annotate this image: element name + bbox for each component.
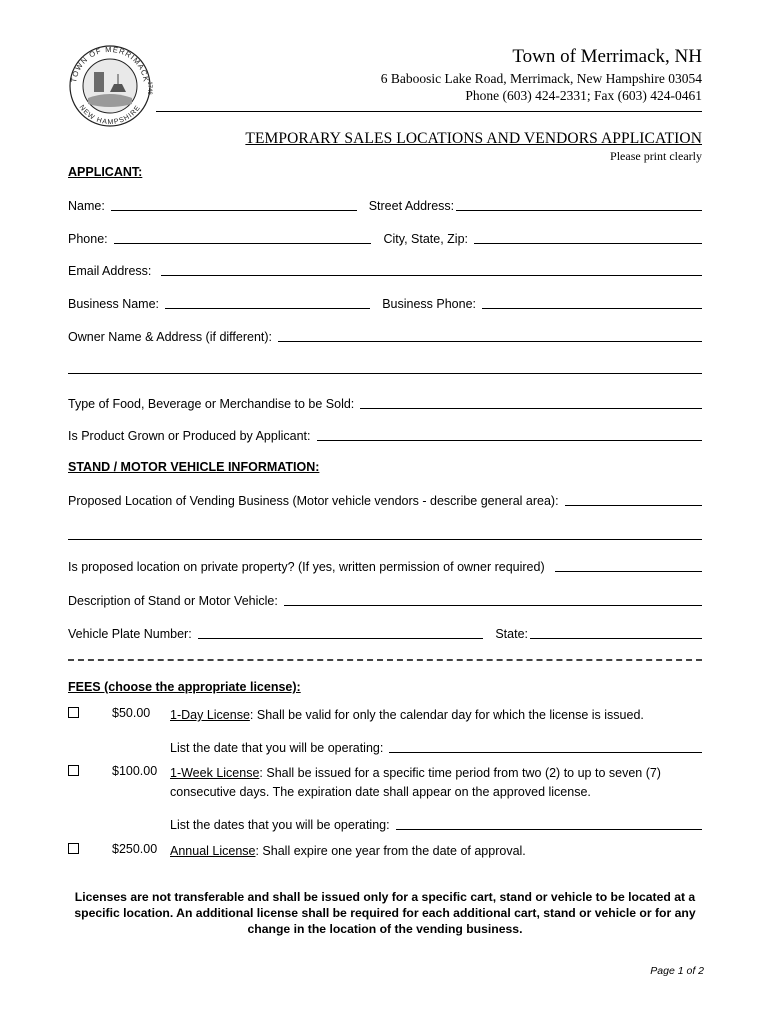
grown-field[interactable] [317, 440, 703, 441]
grown-label: Is Product Grown or Produced by Applicant: [68, 429, 311, 443]
description-field[interactable] [284, 605, 702, 606]
applicant-heading: APPLICANT: [68, 165, 143, 179]
fees-heading: FEES (choose the appropriate license): [68, 680, 301, 694]
name-label: Name: [68, 199, 105, 213]
owner-row [68, 328, 702, 344]
fee-description [170, 764, 700, 802]
description-row [68, 592, 702, 608]
business-name-label: Business Name: [68, 297, 160, 311]
fee-amount: $250.00 [112, 842, 158, 856]
header-rule [156, 111, 702, 112]
business-phone-field[interactable] [482, 308, 702, 309]
page-number: Page 1 of 2 [650, 965, 704, 977]
license-name: Annual License [170, 844, 256, 858]
street-address-label: Street Address: [368, 199, 455, 213]
business-row [68, 295, 702, 311]
private-property-label: Is proposed location on private property? (If yes, written permission of owner required) [68, 560, 545, 574]
license-name: 1-Week License [170, 766, 260, 780]
location-field[interactable] [565, 505, 702, 506]
one-week-dates-row [170, 816, 702, 832]
license-text: : Shall be issued for a specific time period from two (2) to up to seven (7) consecutive days. The expiration date shall appear on the approved license. [170, 766, 661, 799]
name-field[interactable] [111, 210, 357, 211]
plate-row [68, 625, 702, 641]
stand-heading: STAND / MOTOR VEHICLE INFORMATION: [68, 460, 320, 474]
one-day-date-label: List the date that you will be operating: [170, 741, 384, 755]
phone-city-row [68, 230, 702, 246]
one-week-dates-field[interactable] [396, 829, 702, 830]
one-day-date-row [170, 739, 702, 755]
private-property-field[interactable] [555, 571, 702, 572]
business-phone-label: Business Phone: [382, 297, 476, 311]
plate-field[interactable] [198, 638, 484, 639]
street-address-field[interactable] [456, 210, 702, 211]
section-separator [68, 659, 702, 661]
location-label: Proposed Location of Vending Business (Motor vehicle vendors - describe general area): [68, 494, 559, 508]
fee-amount: $50.00 [112, 706, 151, 720]
owner-label: Owner Name & Address (if different): [68, 330, 273, 344]
email-field[interactable] [161, 275, 702, 276]
town-title: Town of Merrimack, NH [512, 46, 702, 67]
description-label: Description of Stand or Motor Vehicle: [68, 594, 278, 608]
state-label: State: [495, 627, 528, 641]
form-title: TEMPORARY SALES LOCATIONS AND VENDORS APPLICATION [245, 130, 702, 147]
location-field-continued[interactable] [68, 539, 702, 540]
email-label: Email Address: [68, 264, 152, 278]
license-text: : Shall be valid for only the calendar day for which the license is issued. [249, 708, 644, 722]
product-type-row [68, 395, 702, 411]
fee-option-1-day [68, 706, 708, 730]
print-note: Please print clearly [610, 149, 702, 163]
license-text: : Shall expire one year from the date of approval. [255, 844, 526, 858]
fee-option-annual [68, 842, 708, 864]
town-phone-fax: Phone (603) 424-2331; Fax (603) 424-0461 [465, 88, 702, 103]
seal-bottom-text: NEW HAMPSHIRE [77, 104, 143, 127]
location-row [68, 492, 702, 508]
town-address: 6 Baboosic Lake Road, Merrimack, New Hampshire 03054 [380, 71, 702, 86]
seal-top-text: TOWN OF MERRIMACK [69, 44, 151, 84]
seal-year: 1746 [146, 81, 152, 95]
transfer-notice: Licenses are not transferable and shall be issued only for a specific cart, stand or vehicle to be located at a specific location. An additional license shall be required for each additional cart, stand or vehicle or for any change in the location of the vending business. [74, 890, 696, 936]
owner-field[interactable] [278, 341, 702, 342]
fee-checkbox-1-day[interactable] [68, 707, 79, 718]
fee-description [170, 706, 700, 725]
grown-row [68, 427, 702, 443]
city-state-zip-label: City, State, Zip: [383, 232, 468, 246]
state-field[interactable] [530, 638, 702, 639]
city-state-zip-field[interactable] [474, 243, 702, 244]
fee-option-1-week [68, 764, 708, 804]
plate-label: Vehicle Plate Number: [68, 627, 192, 641]
fee-checkbox-1-week[interactable] [68, 765, 79, 776]
name-street-row [68, 197, 702, 213]
product-type-field[interactable] [360, 408, 702, 409]
fee-description [170, 842, 700, 861]
owner-field-continued[interactable] [68, 373, 702, 374]
email-row [68, 262, 702, 278]
town-seal [60, 42, 160, 128]
fee-amount: $100.00 [112, 764, 158, 778]
fee-checkbox-annual[interactable] [68, 843, 79, 854]
seal-graphic [60, 42, 160, 128]
business-name-field[interactable] [165, 308, 370, 309]
phone-label: Phone: [68, 232, 108, 246]
phone-field[interactable] [114, 243, 372, 244]
one-day-date-field[interactable] [389, 752, 702, 753]
private-property-row [68, 558, 702, 574]
license-name: 1-Day License [170, 708, 250, 722]
product-type-label: Type of Food, Beverage or Merchandise to be Sold: [68, 397, 355, 411]
one-week-dates-label: List the dates that you will be operating: [170, 818, 390, 832]
